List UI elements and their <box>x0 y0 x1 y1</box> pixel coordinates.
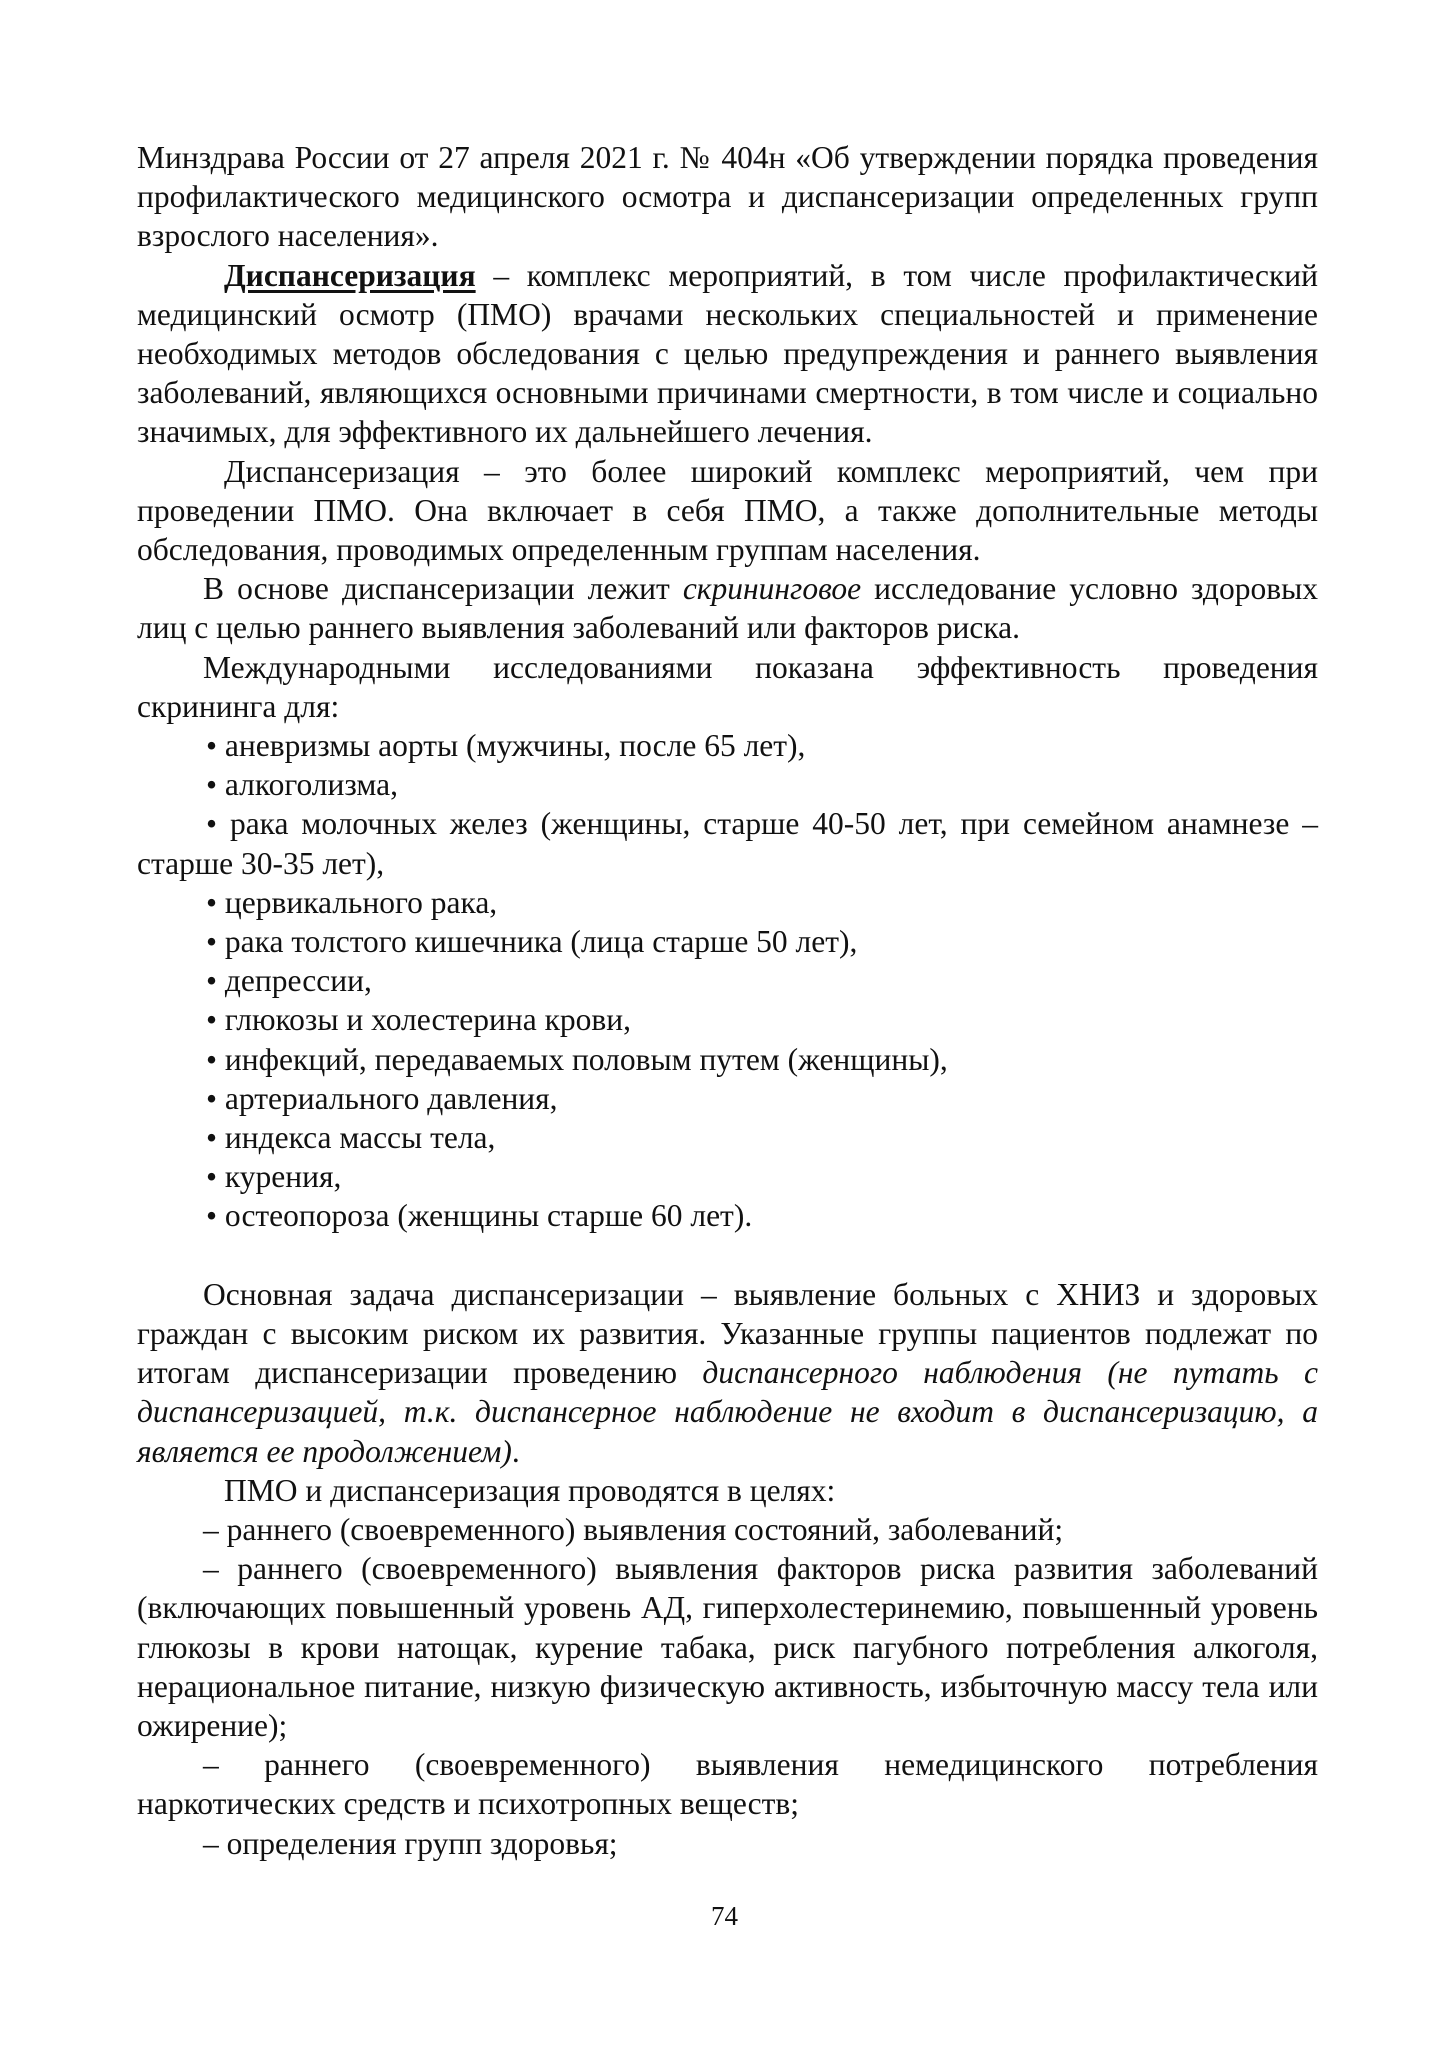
paragraph-goals-intro: ПМО и диспансеризация проводятся в целях: <box>224 1472 836 1508</box>
list-item: • рака толстого кишечника (лица старше 50 лет), <box>206 924 858 960</box>
screening-list <box>137 726 1318 1236</box>
goals-list <box>137 1510 1318 1863</box>
definition-text: – комплекс мероприятий, в том числе профилактический медицинский осмотр (ПМО) врачами нескольких специальностей и применение необходимых методов обследования с целью предупреждения и раннего выявления заболеваний, являющихся основными причинами смертности, в том числе и социально значимых, для эффективного их дальнейшего лечения. <box>137 257 1318 450</box>
list-item: • инфекций, передаваемых половым путем (женщины), <box>206 1041 948 1077</box>
main-task-italic: диспансерного наблюдения (не путать с диспансеризацией, т.к. диспансерное наблюдение не входит в диспансеризацию, а является ее продолжением) <box>137 1355 1318 1469</box>
list-item: • индекса массы тела, <box>206 1120 496 1156</box>
page-body <box>137 138 1318 1863</box>
list-item: • депрессии, <box>206 963 372 999</box>
page-number: 74 <box>711 1901 738 1931</box>
list-item: • аневризмы аорты (мужчины, после 65 лет), <box>206 728 806 764</box>
list-item: • глюкозы и холестерина крови, <box>206 1002 631 1038</box>
list-item: – раннего (своевременного) выявления состояний, заболеваний; <box>203 1511 1064 1547</box>
paragraph-order-reference: Минздрава России от 27 апреля 2021 г. № 404н «Об утверждении порядка проведения профилактического медицинского осмотра и диспансеризации определенных групп взрослого населения». <box>137 140 1318 254</box>
list-item: • алкоголизма, <box>206 767 398 803</box>
paragraph-gap <box>137 1236 1318 1275</box>
paragraph-scope: Диспансеризация – это более широкий комплекс мероприятий, чем при проведении ПМО. Она включает в себя ПМО, а также дополнительные методы обследования, проводимых определенным группам населения. <box>137 453 1318 568</box>
list-item: • цервикального рака, <box>206 884 498 920</box>
screening-italic-term: скрининговое <box>682 571 862 607</box>
screening-basis-text: В основе диспансеризации лежит <box>203 571 683 607</box>
paragraph-screening-basis <box>137 569 1318 647</box>
screening-basis-text-end: исследование условно здоровых лиц с целью раннего выявления заболеваний или факторов риска. <box>137 571 1319 646</box>
paragraph-main-task <box>137 1275 1318 1471</box>
list-item: – определения групп здоровья; <box>203 1825 618 1861</box>
main-task-text-end: . <box>511 1433 520 1469</box>
main-task-text: Основная задача диспансеризации – выявление больных с ХНИЗ и здоровых граждан с высоким риском их развития. Указанные группы пациентов подлежат по итогам диспансеризации проведению <box>137 1276 1318 1391</box>
definition-term: Диспансеризация <box>224 257 476 293</box>
list-item: • остеопороза (женщины старше 60 лет). <box>206 1198 753 1234</box>
list-item: • рака молочных желез (женщины, старше 40-50 лет, при семейном анамнезе – старше 30-35 лет), <box>137 806 1318 881</box>
paragraph-screening-intro: Международными исследованиями показана эффективность проведения скрининга для: <box>137 649 1318 724</box>
list-item: – раннего (своевременного) выявления факторов риска развития заболеваний (включающих повышенный уровень АД, гиперхолестеринемию, повышенный уровень глюкозы в крови натощак, курение табака, риск пагубного потребления алкоголя, нерациональное питание, низкую физическую активность, избыточную массу тела или ожирение); <box>137 1551 1318 1743</box>
list-item: • артериального давления, <box>206 1080 558 1116</box>
list-item: – раннего (своевременного) выявления немедицинского потребления наркотических средств и психотропных веществ; <box>137 1747 1318 1822</box>
list-item: • курения, <box>206 1159 342 1195</box>
paragraph-definition <box>137 256 1318 452</box>
